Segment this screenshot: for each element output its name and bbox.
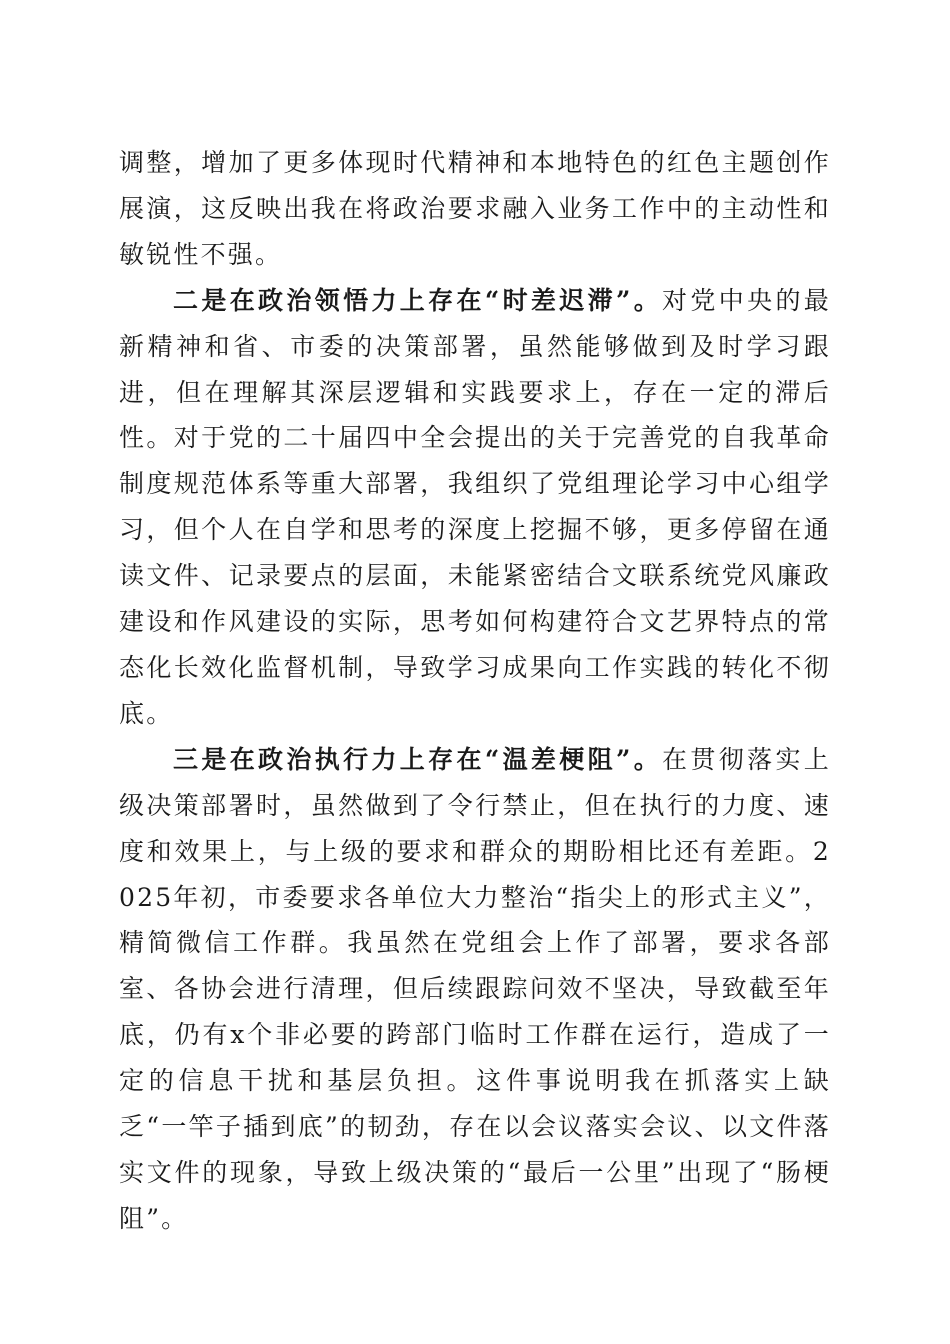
document-body — [119, 140, 831, 1242]
paragraph-text: 在贯彻落实上级决策部署时，虽然做到了令行禁止，但在执行的力度、速度和效果上，与上级的要求和群众的期盼相比还有差距。2025年初，市委要求各单位大力整治“指尖上的形式主义”，精简微信工作群。我虽然在党组会上作了部署，要求各部室、各协会进行清理，但后续跟踪问效不坚决，导致截至年底，仍有x个非必要的跨部门临时工作群在运行，造成了一定的信息干扰和基层负担。这件事说明我在抓落实上缺乏“一竿子插到底”的韧劲，存在以会议落实会议、以文件落实文件的现象，导致上级决策的“最后一公里”出现了“肠梗阻”。 — [119, 744, 831, 1233]
paragraph-lead-heading: 二是在政治领悟力上存在“时差迟滞”。 — [173, 285, 663, 315]
paragraph-lead-heading: 三是在政治执行力上存在“温差梗阻”。 — [173, 744, 663, 774]
paragraph-political-execution — [119, 737, 831, 1242]
paragraph-text: 调整，增加了更多体现时代精神和本地特色的红色主题创作展演，这反映出我在将政治要求融入业务工作中的主动性和敏锐性不强。 — [119, 148, 831, 269]
paragraph-text: 对党中央的最新精神和省、市委的决策部署，虽然能够做到及时学习跟进，但在理解其深层逻辑和实践要求上，存在一定的滞后性。对于党的二十届四中全会提出的关于完善党的自我革命制度规范体系等重大部署，我组织了党组理论学习中心组学习，但个人在自学和思考的深度上挖掘不够，更多停留在通读文件、记录要点的层面，未能紧密结合文联系统党风廉政建设和作风建设的实际，思考如何构建符合文艺界特点的常态化长效化监督机制，导致学习成果向工作实践的转化不彻底。 — [119, 285, 831, 728]
paragraph-continuation — [119, 140, 831, 278]
paragraph-political-comprehension — [119, 278, 831, 737]
